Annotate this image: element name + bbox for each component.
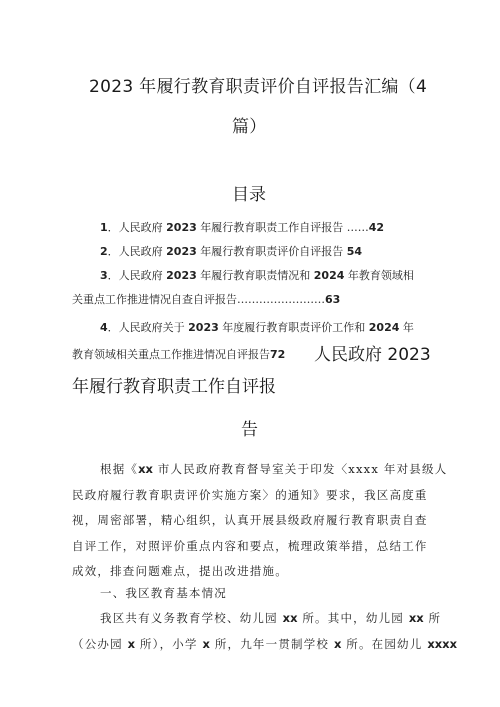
toc-item-text: 关重点工作推进情况自查自评报告 <box>72 293 237 306</box>
text-run-bold: xx <box>138 462 153 476</box>
text-run-bold: x <box>202 637 210 651</box>
paragraph-line <box>72 636 457 652</box>
paragraph-line <box>100 610 441 626</box>
toc-item-number: 2 <box>100 245 108 258</box>
toc-item-year: 2023 <box>166 245 197 258</box>
text-run: 我区共有义务教育学校、幼儿园 <box>100 611 283 625</box>
toc-item-text: ．人民政府关于 <box>107 321 189 334</box>
toc-item-text: 年教育领域相 <box>344 269 414 282</box>
section-title-line2: 年履行教育职责工作自评报 <box>72 377 276 397</box>
toc-item-text: ．人民政府 <box>107 221 167 234</box>
toc-item-number: 1 <box>100 221 108 234</box>
text-run: 所。其中，幼儿园 <box>297 611 409 625</box>
text-run: （公办园 <box>72 637 128 651</box>
toc-heading: 目录 <box>232 185 266 205</box>
text-run-bold: xxxx <box>427 637 457 651</box>
paragraph-line: 成效，排查问题难点，提出改进措施。 <box>72 564 288 578</box>
toc-item-text: 年履行教育职责评价自评报告 <box>196 245 347 258</box>
paragraph-line: 自评工作，对照评价重点内容和要点，梳理政策举措，总结工作 <box>72 539 428 553</box>
text-run: 所。在园幼儿 <box>341 637 428 651</box>
paragraph-line: 民政府履行教育职责评价实施方案〉的通知》要求，我区高度重 <box>72 488 428 502</box>
toc-item-year: 2024 <box>368 321 400 334</box>
paragraph-line <box>100 461 447 477</box>
paragraph-line: 视，周密部署，精心组织，认真开展县级政府履行教育职责自查 <box>72 513 428 527</box>
toc-item-page: 42 <box>368 221 385 234</box>
toc-item-4-cont[interactable] <box>72 346 285 362</box>
text-run-bold: xx <box>282 611 298 625</box>
toc-item-year: 2023 <box>188 321 219 334</box>
section-title-part1: 人民政府 2023 <box>314 345 431 365</box>
toc-item-2[interactable] <box>100 243 362 259</box>
toc-item-page: 63 <box>325 293 341 306</box>
toc-item-page: 54 <box>346 245 363 258</box>
subheading: 一、我区教育基本情况 <box>100 586 227 600</box>
toc-item-text: 年履行教育职责工作自评报告 <box>196 221 347 234</box>
text-run: 市人民政府教育督导室关于印发〈xxxx 年对县级人 <box>152 462 448 476</box>
text-run: 所，九年一贯制学校 <box>209 637 334 651</box>
document-title-line2: 篇） <box>232 117 267 137</box>
toc-item-number: 3 <box>100 269 108 282</box>
toc-item-text: 年度履行教育职责评价工作和 <box>218 321 369 334</box>
text-run: 所），小学 <box>135 637 203 651</box>
toc-item-text: 年 <box>399 321 414 334</box>
toc-item-1[interactable] <box>100 219 384 235</box>
text-run: 根据《 <box>100 462 139 476</box>
toc-item-text: ．人民政府 <box>107 245 167 258</box>
toc-item-page: 72 <box>270 348 286 361</box>
toc-item-year: 2023 <box>166 221 197 234</box>
section-title-line3: 告 <box>241 420 258 440</box>
toc-item-year: 2024 <box>313 269 345 282</box>
toc-item-3[interactable] <box>100 267 414 283</box>
document-title-line1: 2023 年履行教育职责评价自评报告汇编（4 <box>89 77 428 97</box>
text-run-bold: x <box>127 637 136 651</box>
toc-item-4[interactable] <box>100 319 414 335</box>
toc-item-leader: …………………… <box>237 293 325 306</box>
text-run-bold: x <box>333 637 342 651</box>
toc-item-year: 2023 <box>166 269 197 282</box>
toc-item-leader: …… <box>346 221 369 234</box>
toc-item-text: 教育领域相关重点工作推进情况自评报告 <box>72 348 270 361</box>
toc-item-number: 4 <box>100 321 108 334</box>
text-run-bold: xx <box>408 611 424 625</box>
text-run: 所 <box>423 611 442 625</box>
toc-item-text: 年履行教育职责情况和 <box>196 269 314 282</box>
toc-item-3-cont[interactable] <box>72 291 340 307</box>
toc-item-text: ．人民政府 <box>107 269 167 282</box>
